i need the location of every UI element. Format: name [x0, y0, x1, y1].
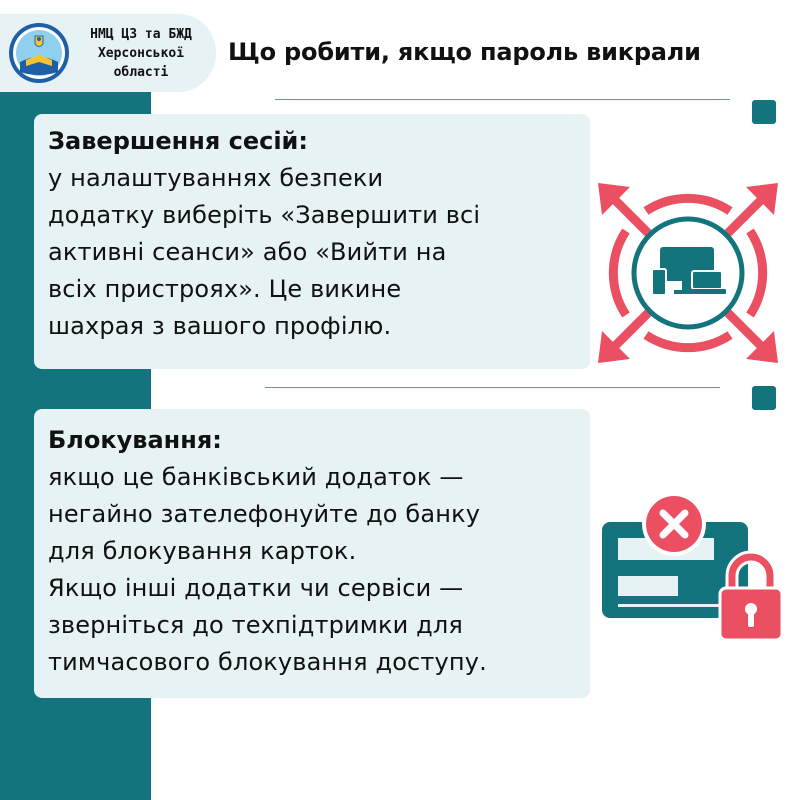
divider-top: [275, 99, 730, 100]
section-heading-sessions: Завершення сесій:: [48, 127, 308, 155]
section-card-sessions: [34, 114, 590, 369]
section-card-blocking: [34, 409, 590, 698]
section-body-blocking: якщо це банківський додаток — негайно зателефонуйте до банку для блокування карток. Якщо інші додатки чи сервіси — зверніться до техпідтримки для тимчасового блокування доступу.: [48, 463, 487, 676]
decor-square-2: [752, 386, 776, 410]
decor-square-1: [752, 100, 776, 124]
page-title: Що робити, якщо пароль викрали: [228, 38, 701, 66]
org-name-line-2: Херсонської: [97, 46, 185, 61]
card-lock-icon: [602, 492, 786, 642]
section-heading-blocking: Блокування:: [48, 426, 222, 454]
devices-logout-icon: [590, 175, 786, 371]
org-name: [68, 25, 214, 82]
org-name-line-1: НМЦ ЦЗ та БЖД: [90, 27, 192, 42]
emblem-icon: [8, 22, 70, 84]
divider-middle: [265, 387, 720, 388]
section-body-sessions: у налаштуваннях безпеки додатку виберіть «Завершити всі активні сеанси» або «Вийти на всіх пристроях». Це викине шахрая з вашого профілю.: [48, 164, 481, 340]
org-name-line-3: області: [113, 65, 169, 80]
